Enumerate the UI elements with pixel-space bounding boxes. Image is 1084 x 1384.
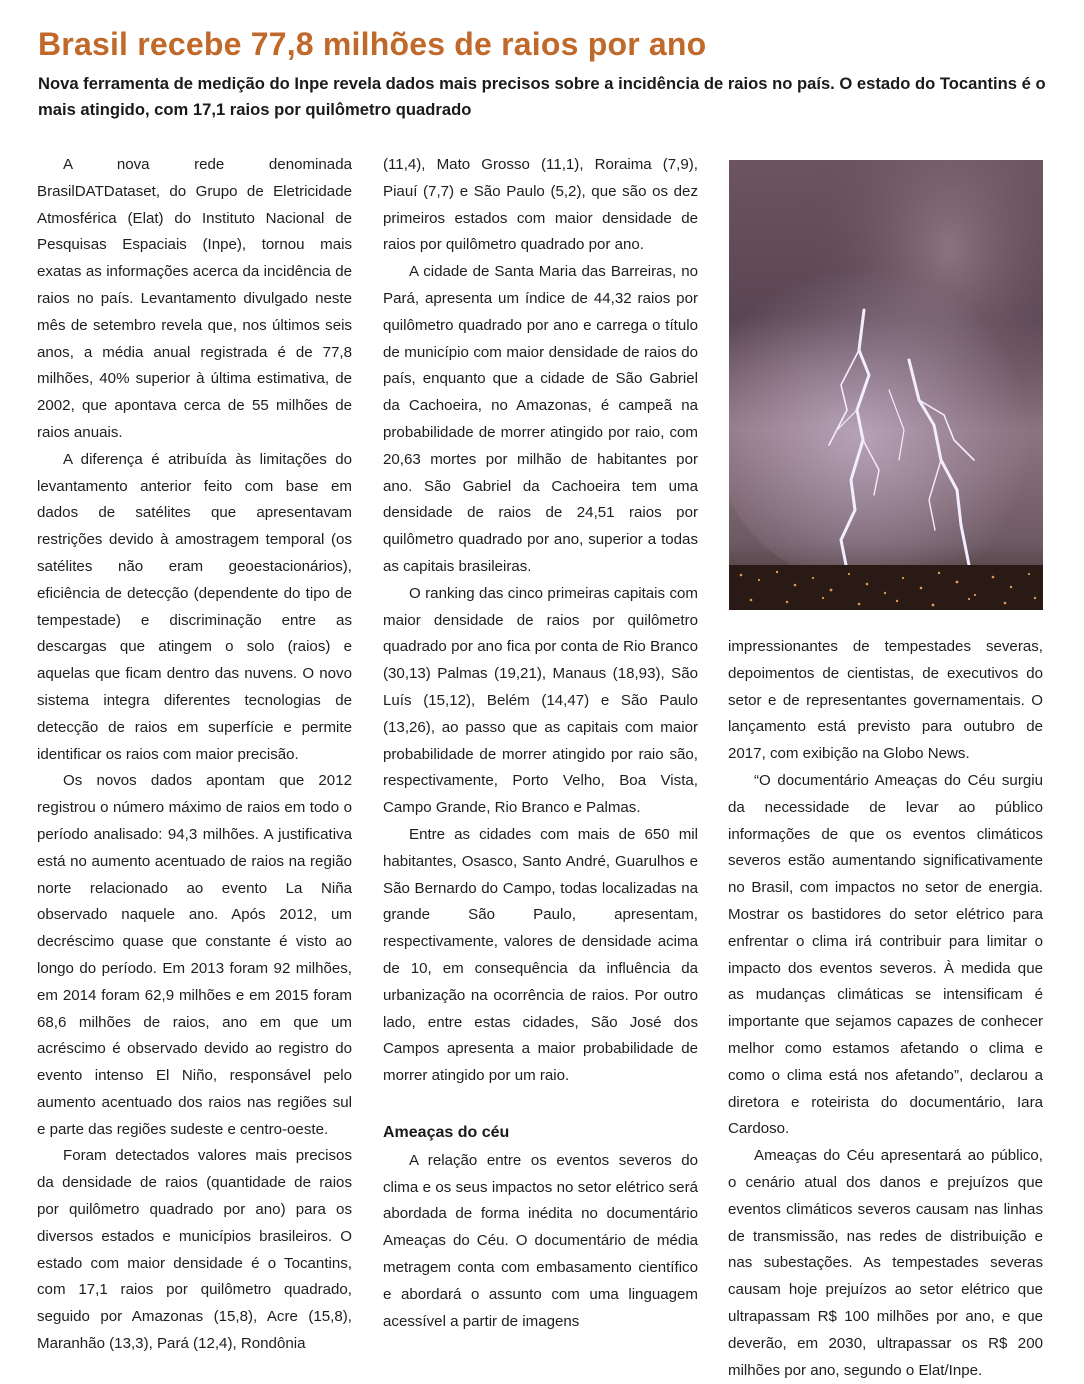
- paragraph-4-part-2: (11,4), Mato Grosso (11,1), Roraima (7,9), Piauí (7,7) e São Paulo (5,2), que são os dez primeiros estados com maior densidade de raios por quilômetro quadrado por ano.: [383, 156, 698, 254]
- section-subhead: Ameaças do céu: [383, 1123, 510, 1141]
- column-2: [383, 152, 698, 1335]
- paragraph-5: A cidade de Santa Maria das Barreiras, no Pará, apresenta um índice de 44,32 raios por quilômetro quadrado por ano e carrega o título de município com maior densidade de raios do país, enquanto que a cidade de São Gabriel da Cachoeira, no Amazonas, é campeã na probabilidade de morrer atingido por raio, com 20,63 mortes por milhão de habitantes por ano. São Gabriel da Cachoeira tem uma densidade de raios de 24,51 raios por quilômetro quadrado por ano, superior a todas as capitais brasileiras.: [383, 263, 698, 575]
- column-1: [37, 152, 352, 1358]
- paragraph-7: Entre as cidades com mais de 650 mil habitantes, Osasco, Santo André, Guarulhos e São Bernardo do Campo, todas localizadas na grande São Paulo, apresentam, respectivamente, valores de densidade acima de 10, em consequência da influência da urbanização na ocorrência de raios. Por outro lado, entre estas cidades, São José dos Campos apresenta a maior probabilidade de morrer atingido por um raio.: [383, 825, 698, 1085]
- paragraph-1: A nova rede denominada BrasilDATDataset, do Grupo de Eletricidade Atmosférica (Elat) do Instituto Nacional de Pesquisas Espaciais (Inpe), tornou mais exatas as informações acerca da incidência de raios no país. Levantamento divulgado neste mês de setembro revela que, nos últimos seis anos, a média anual registrada é de 77,8 milhões, 40% superior à última estimativa, de 2002, que apontava cerca de 55 milhões de raios anuais.: [37, 156, 352, 441]
- paragraph-10: Ameaças do Céu apresentará ao público, o cenário atual dos danos e prejuízos que eventos climáticos severos causam nas linhas de transmissão, nas redes de distribuição e nas subestações. As tempestades severas causam hoje prejuízos ao setor elétrico que ultrapassam R$ 100 milhões por ano, e que deverão, em 2030, ultrapassar os R$ 200 milhões por ano, segundo o Elat/Inpe.: [728, 1147, 1043, 1379]
- column-3: [728, 634, 1043, 1384]
- article-title: Brasil recebe 77,8 milhões de raios por ano: [38, 26, 707, 62]
- paragraph-9: “O documentário Ameaças do Céu surgiu da necessidade de levar ao público informações de que os eventos climáticos severos estão aumentando significativamente no Brasil, com impactos no setor de energia. Mostrar os bastidores do setor elétrico para enfrentar o clima irá contribuir para limitar o impacto dos eventos severos. À medida que as mudanças climáticas se intensificam é importante que sejamos capazes de conhecer melhor como estamos afetando o clima e como o clima está nos afetando”, declarou a diretora e roteirista do documentário, Iara Cardoso.: [728, 771, 1043, 1138]
- paragraph-4-part-1: Foram detectados valores mais precisos da densidade de raios (quantidade de raios por quilômetro quadrado por ano) para os diversos estados e municípios brasileiros. O estado com maior densidade é o Tocantins, com 17,1 raios por quilômetro quadrado, seguido por Amazonas (15,8), Acre (15,8), Maranhão (13,3), Pará (12,4), Rondônia: [37, 1147, 352, 1353]
- article-deck: Nova ferramenta de medição do Inpe revela dados mais precisos sobre a incidência de raios no país. O estado do Tocantins é o mais atingido, com 17,1 raios por quilômetro quadrado: [38, 74, 1046, 119]
- paragraph-6: O ranking das cinco primeiras capitais com maior densidade de raios por quilômetro quadrado por ano fica por conta de Rio Branco (30,13) Palmas (19,21), Manaus (18,93), São Luís (15,12), Belém (14,47) e São Paulo (13,26), ao passo que as capitais com maior probabilidade de morrer atingido por raio são, respectivamente, Porto Velho, Boa Vista, Campo Grande, Rio Branco e Palmas.: [383, 584, 698, 817]
- paragraph-8-part-1: A relação entre os eventos severos do clima e os seus impactos no setor elétrico será abordada de forma inédita no documentário Ameaças do Céu. O documentário de média metragem conta com embasamento científico e abordará o assunto com uma linguagem acessível a partir de imagens: [383, 1151, 698, 1330]
- paragraph-8-part-2: impressionantes de tempestades severas, depoimentos de cientistas, de executivos do setor e de representantes governamentais. O lançamento está previsto para outubro de 2017, com exibição na Globo News.: [728, 638, 1043, 763]
- paragraph-3: Os novos dados apontam que 2012 registrou o número máximo de raios em todo o período analisado: 94,3 milhões. A justificativa está no aumento acentuado de raios na região norte relacionado ao evento La Niña observado naquele ano. Após 2012, um decréscimo quase que constante é visto ao longo do período. Em 2013 foram 92 milhões, em 2014 foram 62,9 milhões e em 2015 foram 68,6 milhões de raios, ano em que um acréscimo é observado devido ao registro do evento intenso El Niño, responsável pelo aumento acentuado dos raios nas regiões sul e parte das regiões sudeste e centro-oeste.: [37, 772, 352, 1138]
- paragraph-2: A diferença é atribuída às limitações do levantamento anterior feito com base em dados de satélites que apresentavam restrições devido à amostragem temporal (os satélites não eram geoestacionários), eficiência de detecção (dependente do tipo de tempestade) e discriminação entre as descargas que atingem o solo (raios) e aquelas que ficam dentro das nuvens. O novo sistema integra diferentes tecnologias de detecção de raios em superfície e permite identificar os raios com maior precisão.: [37, 450, 352, 763]
- lightning-storm-photo: [729, 160, 1043, 610]
